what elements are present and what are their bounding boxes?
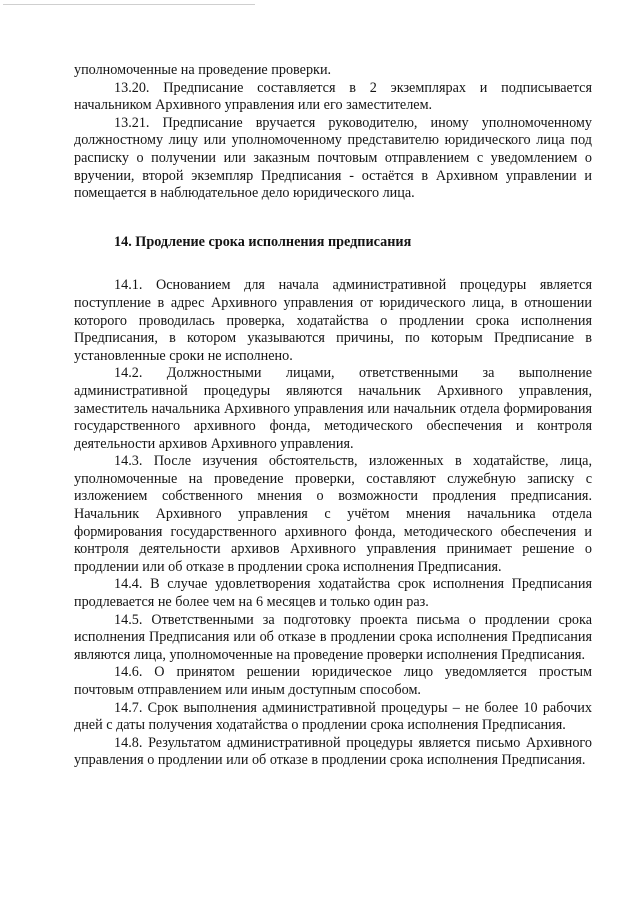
paragraph-14-3: 14.3. После изучения обстоятельств, изложенных в ходатайстве, лица, уполномоченные на проведение проверки, составляют служебную записку с изложением собственного мнения о возможности продления предписания. Начальник Архивного управления с учётом мнения начальника отдела формирования государственного архивного фонда, методического обеспечения и контроля деятельности архивов Архивного управления принимает решение о продлении или об отказе в продлении срока исполнения Предписания. bbox=[74, 453, 592, 575]
paragraph-14-8: 14.8. Результатом административной процедуры является письмо Архивного управления о продлении или об отказе в продлении срока исполнения Предписания. bbox=[74, 734, 592, 769]
paragraph-14-6: 14.6. О принятом решении юридическое лицо уведомляется простым почтовым отправлением или иным доступным способом. bbox=[74, 664, 592, 698]
paragraph-14-5: 14.5. Ответственными за подготовку проекта письма о продлении срока исполнения Предписания или об отказе в продлении срока исполнения Предписания являются лица, уполномоченные на проведение проверки исполнения Предписания. bbox=[74, 611, 592, 663]
paragraph-13-20: 13.20. Предписание составляется в 2 экземплярах и подписывается начальником Архивного управления или его заместителем. bbox=[74, 79, 592, 114]
paragraph-13-21: 13.21. Предписание вручается руководителю, иному уполномоченному должностному лицу или уполномоченному представителю юридического лица под расписку о получении или заказным почтовым отправлением с уведомлением о вручении, второй экземпляр Предписания - остаётся в Архивном управлении и помещается в наблюдательное дело юридического лица. bbox=[74, 114, 592, 202]
paragraph-14-2: 14.2. Должностными лицами, ответственными за выполнение административной процедуры являются начальник Архивного управления, заместитель начальника Архивного управления или начальник отдела формирования государственного архивного фонда, методического обеспечения и контроля деятельности архивов Архивного управления. bbox=[74, 365, 592, 452]
paragraph-14-4: 14.4. В случае удовлетворения ходатайства срок исполнения Предписания продлевается не более чем на 6 месяцев и только один раз. bbox=[74, 576, 592, 611]
section-heading: 14. Продление срока исполнения предписания bbox=[114, 233, 412, 250]
paragraph-14-7: 14.7. Срок выполнения административной процедуры – не более 10 рабочих дней с даты получения ходатайства о продлении срока исполнения Предписания. bbox=[74, 699, 592, 734]
scan-edge-line bbox=[3, 4, 255, 5]
document-body bbox=[74, 62, 592, 770]
paragraph-14-1: 14.1. Основанием для начала административной процедуры является поступление в адрес Архивного управления от юридического лица, в отношении которого проводилась проверка, ходатайства о продлении срока исполнения Предписания, в котором указываются причины, по которым Предписание в установленные сроки не исполнено. bbox=[74, 277, 592, 364]
paragraph-continuation: уполномоченные на проведение проверки. bbox=[74, 62, 332, 78]
